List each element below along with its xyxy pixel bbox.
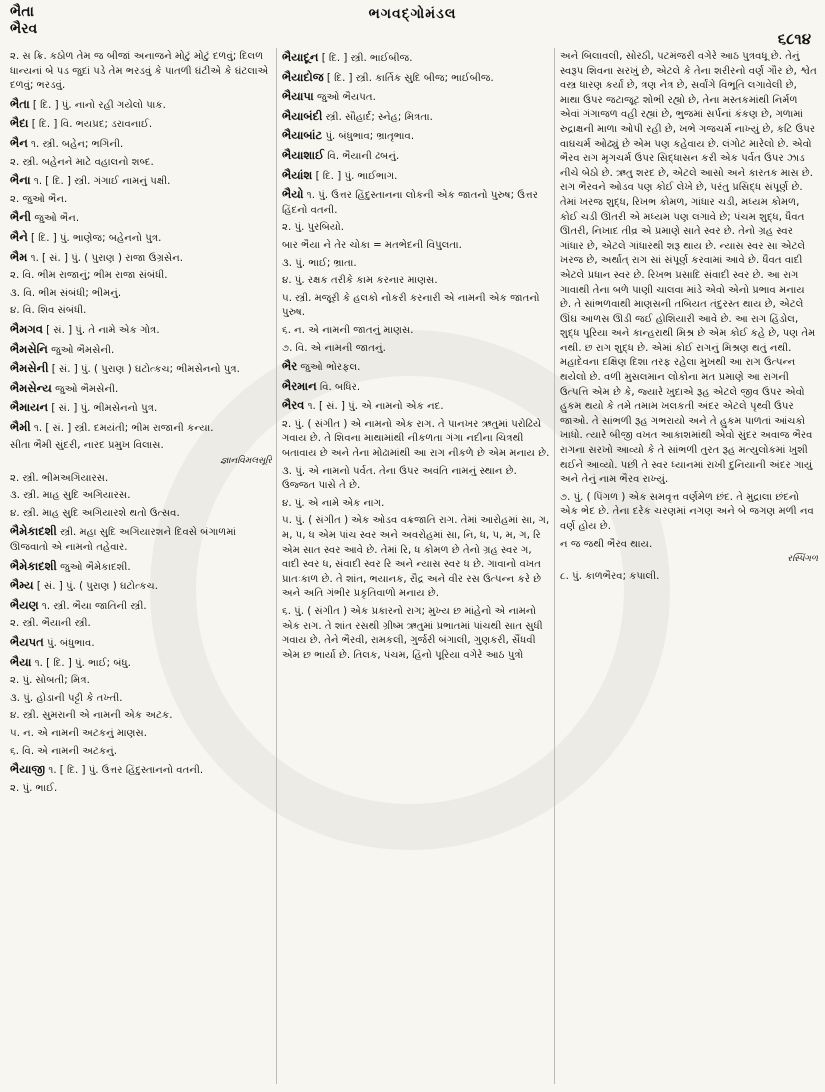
page-title: ભગવદ્ગોમંડલ [368, 6, 457, 22]
entry-sense [282, 239, 550, 254]
entry-sense [10, 193, 272, 208]
dictionary-entry [10, 136, 272, 153]
definition-text: ૪. વિ. શિવ સંબંધી. [10, 305, 87, 317]
dictionary-entry [282, 50, 550, 67]
definition-text: ૨. પું. ભાઈ. [10, 782, 58, 794]
dictionary-entry [10, 173, 272, 190]
dictionary-entry [10, 655, 272, 672]
definition-text: જુઓ ભૈયપત. [316, 92, 376, 104]
definition-text: ૨. વિ. ભીમ રાજાનું; ભીમ રાજા સંબંધી. [10, 270, 168, 282]
definition-text: ૪. સ્ત્રી. માહ સુદિ અગિયારશે થતો ઉત્સવ. [10, 507, 180, 519]
definition-text: જુઓ ભૈમેકાદશી. [60, 561, 131, 573]
definition-text: [ દિ. ] પું. ભાણેજ; બહેનનો પુત્ર. [31, 232, 162, 244]
headword: ભૈમસેનિ [10, 341, 48, 356]
dictionary-entry [10, 361, 272, 378]
headword: ભૈયણ [10, 597, 39, 612]
entry-sense [10, 709, 272, 724]
dictionary-entry [282, 187, 550, 218]
definition-text: પું. બંધુભાવ. [46, 638, 95, 649]
entry-sense [10, 287, 272, 302]
definition-text: ૪. પું. એ નામે એક નાગ. [282, 497, 385, 509]
definition-text: [ સં. ] પું. તે નામે એક ગોત્ર. [46, 324, 160, 336]
definition-text: [ દિ. ] સ્ત્રી. ભાઈબીજ. [321, 53, 413, 64]
headword: ભૈયાદૂન [282, 50, 319, 64]
entry-sense [282, 257, 550, 272]
headword: ભૈના [10, 173, 31, 188]
entry-sense [282, 514, 550, 602]
entry-sense [10, 727, 272, 742]
definition-text: જુઓ ભૈમસેની. [51, 344, 115, 356]
definition-text: ૧. [ દિ. ] સ્ત્રી. ગંગાઈ નામનું પક્ષી. [33, 176, 171, 188]
definition-text: પું. બંધુભાવ; ભ્રાતૃભાવ. [325, 131, 415, 143]
headword: ભૈયાદોજ [282, 69, 324, 84]
entry-sense [282, 324, 550, 339]
dictionary-entry [282, 148, 550, 165]
definition-text: ૧. [ સં. ] પું. ( પુરાણ ) રાજા ઉગ્રસેન. [30, 252, 184, 264]
definition-text: ૭. પું. ( પિંગળ ) એક સમવૃત્ત વર્ણમેળ છંદ. તે મુદ્રાલા છંદનો એક ભેદ છે. તેના દરેક ચરણમાં નગણ અને બે જગણ મળી નવ વર્ણ હોય છે. [560, 491, 814, 532]
definition-text: ૨. પું. સોબતી; મિત્ર. [10, 675, 90, 687]
headword: ભૈરવ [282, 398, 305, 413]
definition-text: [ સં. ] પું. ભીમસેનનો પુત્ર. [51, 403, 158, 415]
dictionary-entry [10, 635, 272, 652]
column-divider [554, 48, 555, 1084]
dictionary-entry [282, 359, 550, 376]
definition-text: ૪. સ્ત્રી. સુમરાની એ નામની એક અટક. [10, 710, 173, 722]
headword: ભૈમાયન [10, 400, 49, 415]
quote-source: જ્ઞાનવિમલસૂરિ [220, 456, 272, 467]
entry-sense [560, 50, 818, 488]
definition-text: ન જ જથી ભૈરવ થાય. [560, 538, 653, 550]
headword: ભૈમસેની [10, 361, 49, 376]
dictionary-entry [10, 400, 272, 417]
dictionary-entry [10, 342, 272, 359]
definition-text: ૧. સ્ત્રી. ભૈયા જાતિની સ્ત્રી. [41, 600, 147, 612]
headword: ભૈયાબંદી [282, 108, 323, 123]
dictionary-entry [10, 559, 272, 576]
definition-text: ૨. જુઓ ભૈન. [10, 193, 68, 205]
definition-text: ૬. પું. ( સંગીત ) એક પ્રકારનો રાગ; મુખ્ય છ માંહેનો એ નામનો એક રાગ. તે શાંત રસથી ગ્રીષ્મ ઋતુમાં પ્રભાતમાં પાંચથી સાત સુધી ગવાય છે. તેને ભૈરવી, રામકલી, ગુર્જરી બંગાલી, ગુણકરી, સૈંધવી એમ છ ભાર્યા છે. તિલક, પંચમ, હિંનો પૂરિયા વગેરે આઠ પુત્રો [282, 606, 543, 661]
definition-text: ૨. સ્ત્રી. બહેનને માટે વહાલનો શબ્દ. [10, 156, 154, 168]
definition-text: અને બિલાવલી, સોરઠી, પટમંજરી વગેરે આઠ પુત્રવધૂ છે. તેનું સ્વરૂપ શિવના સરખું છે, એટલે કે તેના શરીરનો વર્ણ ગૌર છે, શ્વેત વસ્ત્ર ધારણ કર્યાં છે, ત્રણ નેત્ર છે, સર્વાંગે વિભૂતિ લગાવેલી છે, માથા ઉપર જટાજૂટ શોભી રહ્યો છે, તેના મસ્તકમાંથી નિર્મળ એવાં ગંગાજળ વહી રહ્યાં છે, ભુજમાં સર્પનાં કંકણ છે, ગળામાં રુદ્રાક્ષની માળા ઓપી રહી છે, ખભે ગજચર્મ નાખ્યું છે, કટિ ઉપર વાઘચર્મ ઓઢ્યું છે એમ પણ કહેવાય છે. લંગોટ મારેલો છે. એવો ભૈરવ રાગ મૃગચર્મ ઉપર સિદ્ધાસન કરી એક પર્વત ઉપર ઝાડ નીચે બેઠો છે. ઋતુ શરદ છે, એટલે આસો અને કારતક માસ છે. રાગ ભૈરવને ઓડવ પણ કોઈ લેખે છે, પરંતુ પ્રસિદ્ધ સંપૂર્ણ છે. તેમાં ખરજ શુદ્ધ, રિખભ કોમળ, ગાંધાર ચડી, મધ્યમ કોમળ, કોઈ ચડી ઊતરી એ મધ્યમ પણ લગાવે છે; પંચમ શુદ્ધ, ધૈવત ઊતરી, નિખાદ તીવ્ર એ પ્રમાણે સાતે સ્વર છે. તેનો ગ્રહ સ્વર ગાંધાર છે, એટલે ગાંધારથી શરૂ થાય છે. ન્યાસ સ્વર સા એટલે ખરજ છે, અર્થાત્ રાગ સાં સંપૂર્ણ કરવામાં આવે છે. ધૈવત વાદી એટલે પ્રધાન સ્વર છે. રિખભ પ્રસાદિ સંવાદી સ્વર છે. આ રાગ ગાવાથી તેના બળે પાણી ચાલવા માંડે એવો એનો પ્રભાવ મનાય છે. તે સાંભળવાથી માણસની તબિયત તંદુરસ્ત થાય છે, એટલે ઊંઘ આળસ ઊડી જઈ હોશિયારી આવે છે. આ રાગ હિંડોલ, શુદ્ધ પૂરિયા અને કાન્હરાથી મિશ્ર છે એમ કોઈ કહે છે, પણ તેમ નથી. છ રાગ શુદ્ધ છે. એમાં કોઈ રાગનું મિશ્રણ થતું નથી. મહાદેવના દક્ષિણ દિશા તરફ રહેલા મુખથી આ રાગ ઉત્પન્ન થયેલો છે. વળી મુસલમાન લોકોના મત પ્રમાણે આ રાગની ઉત્પત્તિ એમ છે કે, જ્યારે ખુદાએ રૂહ એટલે જીવ ઉપર એવો હુકમ થયો કે તમે તમામ ખલકતી અંદર એટલે પૃથ્વી ઉપર જાઓ. તે સાંભળી રૂહ ગભરાયો અને તે હુકમ પાળતાં આંચકો ખાધો. ત્યારે બીજી વખત આકાશમાંથી એવો સુંદર અવાજ ભૈરવ રાગના સરખો આવ્યો કે તે સાંભળી તુરત રૂહ મત્યુલોકમાં ખુશી થઈને આવ્યો. પછી તે સ્વર ધ્યાનમાં રાખી દુનિયાની અંદર ગાયું અને તેનું નામ ભૈરવ રાખ્યું. [560, 51, 817, 486]
entry-sense [282, 497, 550, 512]
definition-text: ૧. પું. ઉત્તર હિંદુસ્તાનના લોકની એક જાતનો પુરુષ; ઉત્તર હિંદનો વતની. [282, 190, 539, 216]
definition-text: સીતા ભૈમી સુંદરી, નારદ પ્રમુખ વિલાસ. [10, 440, 164, 452]
dictionary-entry [282, 379, 550, 396]
definition-text: જુઓ ભૈમસેની. [55, 383, 119, 395]
column-1 [10, 50, 272, 1086]
entry-sense [10, 782, 272, 797]
dictionary-entry [10, 598, 272, 615]
entry-sense [560, 570, 818, 585]
entry-sense [282, 465, 550, 494]
column-3 [560, 50, 818, 1086]
definition-text: ૩. વિ. ભીમ સંબંધી; ભીમનું. [10, 287, 122, 299]
definition-text: જુઓ ભોરફલ. [300, 362, 361, 374]
headword: ભૈર [282, 359, 298, 374]
headword: ભૈયાબાંટ [282, 128, 323, 143]
dictionary-entry [10, 116, 272, 133]
definition-text: ૩. પું. ભાઈ; ભ્રાતા. [282, 257, 357, 269]
headword: ભૈયો [282, 187, 304, 202]
entry-sense [10, 50, 272, 94]
definition-text: ૩. પું. હોડાની પટ્ટી કે તખ્તી. [10, 692, 123, 704]
headword: ભૈને [10, 229, 28, 244]
definition-text: સ્ત્રી. મહા સુદિ અગિયારશને દિવસે બંગાળમાં ઊજવાતો એ નામનો તહેવાર. [10, 527, 237, 554]
entry-sense [10, 692, 272, 707]
entry-sense [10, 674, 272, 689]
quote-source: રસ્પિંગળ [787, 554, 818, 565]
definition-text: વિ. બધિર. [319, 381, 361, 393]
definition-text: [ સં. ] પું. ( પુરાણ ) ઘટોત્કચ. [36, 581, 158, 593]
definition-text: [ દિ. ] પું. નાનો રહી ગયેલો પાક. [32, 99, 166, 111]
headword: ભૈરમાન [282, 378, 317, 393]
headword: ભૈમગવ [10, 321, 43, 336]
headword: ભૈમ [10, 249, 28, 264]
definition-text: ૪. પું. રક્ષક તરીકે કામ કરનાર માણસ. [282, 275, 438, 287]
headword: ભૈમ્ય [10, 578, 34, 593]
dictionary-entry [282, 128, 550, 145]
entry-sense [282, 342, 550, 357]
dictionary-entry [10, 578, 272, 595]
dictionary-entry [10, 420, 272, 437]
dictionary-entry [10, 97, 272, 114]
definition-text: ૧. સ્ત્રી. બહેન; ભગિની. [31, 138, 124, 150]
definition-text: ૩. પું. એ નામનો પર્વત. તેના ઉપર અવંતિ નામનું સ્થાન છે. ઉજ્જત પાસે તે છે. [282, 465, 517, 492]
headword: ભૈયાંશ [282, 167, 313, 182]
definition-text: ૧. [ દિ. ] પું. ભાઈ; બંધુ. [34, 657, 131, 669]
headword: ભૈમેકાદશી [10, 558, 57, 573]
entry-sense [10, 489, 272, 504]
entry-sense [560, 491, 818, 535]
definition-text: ૨. પું. ( સંગીત ) એ નામનો એક રાગ. તે પાનખર ઋતુમાં પરોઢિયે ગવાય છે. તે શિવના માથામાંથી નીકળતા ગંગા નદીના ચિત્રથી બતાવાય છે અને તેના મોઢામાંથી આ રાગ નીકળે છે એમ મનાય છે. [282, 418, 550, 460]
definition-text: ૭. વિ. એ નામની જાતનું. [282, 342, 386, 354]
dictionary-entry [282, 109, 550, 126]
column-2 [282, 50, 550, 1086]
definition-text: ૮. પું. કાળભૈરવ; કપાલી. [560, 570, 660, 582]
entry-sense [10, 472, 272, 487]
definition-text: ૨. સ્ત્રી. ભૈયાની સ્ત્રી. [10, 618, 91, 630]
dictionary-entry [282, 168, 550, 185]
definition-text: વિ. ભૈયાની ઢબનું. [327, 150, 400, 162]
definition-text: ૧. [ સં. ] સ્ત્રી. દમયંતી; ભીમ રાજાની કન્યા. [33, 422, 214, 434]
definition-text: [ દિ. ] પું. ભાઈભાગ. [315, 170, 398, 182]
definition-text: જુઓ ભૈન. [34, 213, 80, 225]
definition-text: ૨. સ્ત્રી. ભીમઅગિયારસ. [10, 472, 109, 484]
entry-sense [10, 156, 272, 171]
headword: ભૈયા [10, 654, 32, 669]
guide-word-last: ભૈરવ [10, 21, 38, 37]
entry-sense [282, 221, 550, 236]
entry-sense [282, 274, 550, 289]
definition-text: ૩. સ્ત્રી. માહ સુદિ અગિયારસ. [10, 490, 131, 502]
headword: ભૈમી [10, 419, 31, 434]
definition-text: ૨. સ ક્રિ. કઠોળ તેમ જ બીજાં અનાજને મોટું મોટું દળવું; દિલળ ધાન્યનાં બે પડ જુદાં પડે તેમ ભરડવું કે પાતળી ઘંટીએ કે ઘંટલાએ દળવું; ભરડવું. [10, 51, 269, 92]
entry-sense [560, 538, 818, 567]
definition-text: ૧. [ દિ. ] પું. ઉત્તર હિંદુસ્તાનનો વતની. [48, 765, 204, 777]
definition-text: [ દિ. ] સ્ત્રી. કાર્તિક સુદિ બીજ; ભાઈબીજ. [326, 72, 494, 84]
headword: ભૈની [10, 210, 32, 225]
headword: ભૈમસેન્ય [10, 380, 52, 395]
page-number: ૬૮૧૪ [777, 30, 811, 48]
definition-text: બાર ભૈયા ને તેર ચોકા = મતભેદની વિપુલતા. [282, 239, 462, 251]
headword: ભૈદા [10, 116, 29, 131]
column-divider [276, 48, 277, 1084]
definition-text: ૧. [ સં. ] પું. એ નામનો એક નદ. [307, 401, 444, 413]
headword: ભૈયાપા [282, 89, 314, 104]
headword: ભૈતા [10, 96, 30, 111]
definition-text: ૫. સ્ત્રી. મજૂરી કે હલકો નોકરી કરનારી એ નામની એક જાતનો પુરુષ. [282, 292, 540, 319]
dictionary-entry [282, 89, 550, 106]
entry-sense [10, 507, 272, 522]
entry-sense [10, 745, 272, 760]
definition-text: ૫. પું. ( સંગીત ) એક ઓડવ વક્રજાતિ રાગ. તેમાં આરોહમાં સા, ગ, મ, પ, ધ એમ પાંચ સ્વર અને અવરોહમાં સા, નિ, ધ, પ, મ, ગ, રિ એમ સાત સ્વર આવે છે. તેમાં રિ, ધ કોમળ છે તેનો ગ્રહ સ્વર ગ, વાદી સ્વર ધ, સંવાદી સ્વર રિ અને ન્યાસ સ્વર ધ છે. ગાવાનો વખત પ્રાતઃકાળ છે. તે શાંત, ભયાનક, રૌદ્ર અને વીર રસ ઉત્પન્ન કરે છે અને અતિ ગંભીર પ્રકૃતિવાળો મનાય છે. [282, 515, 550, 600]
entry-sense [10, 617, 272, 632]
entry-sense [10, 439, 272, 468]
definition-text: ૬. ન. એ નામની જાતનું માણસ. [282, 324, 414, 336]
entry-sense [282, 418, 550, 462]
dictionary-entry [282, 70, 550, 87]
definition-text: [ દિ. ] વિ. ભયપ્રદ; ડરાવનાઈ. [31, 119, 153, 131]
dictionary-entry [10, 381, 272, 398]
headword: ભૈન [10, 135, 28, 150]
headword: ભૈયપત [10, 635, 44, 649]
entry-sense [10, 269, 272, 284]
dictionary-entry [282, 398, 550, 415]
entry-sense [10, 304, 272, 319]
entry-sense [282, 292, 550, 321]
definition-text: [ સં. ] પું. ( પુરાણ ) ઘટોત્કચ; ભીમસેનનો પુત્ર. [51, 364, 240, 376]
dictionary-entry [10, 210, 272, 227]
entry-sense [282, 605, 550, 663]
definition-text: સ્ત્રી. સૌહાર્દ; સ્નેહ; મિત્રતા. [325, 111, 433, 123]
guide-word-first: ભૈતા [10, 4, 34, 20]
dictionary-entry [10, 762, 272, 779]
dictionary-entry [10, 250, 272, 267]
headword: ભૈમેકાદશી [10, 524, 57, 539]
dictionary-entry [10, 524, 272, 555]
definition-text: ૨. પું. પુરબિયો. [282, 222, 345, 234]
headword: ભૈયાજી [10, 762, 46, 777]
dictionary-entry [10, 322, 272, 339]
definition-text: ૫. ન. એ નામની અટકનું માણસ. [10, 727, 147, 739]
definition-text: ૬. વિ. એ નામની અટકનું. [10, 745, 118, 757]
dictionary-entry [10, 230, 272, 247]
headword: ભૈયાશાઈ [282, 147, 324, 162]
